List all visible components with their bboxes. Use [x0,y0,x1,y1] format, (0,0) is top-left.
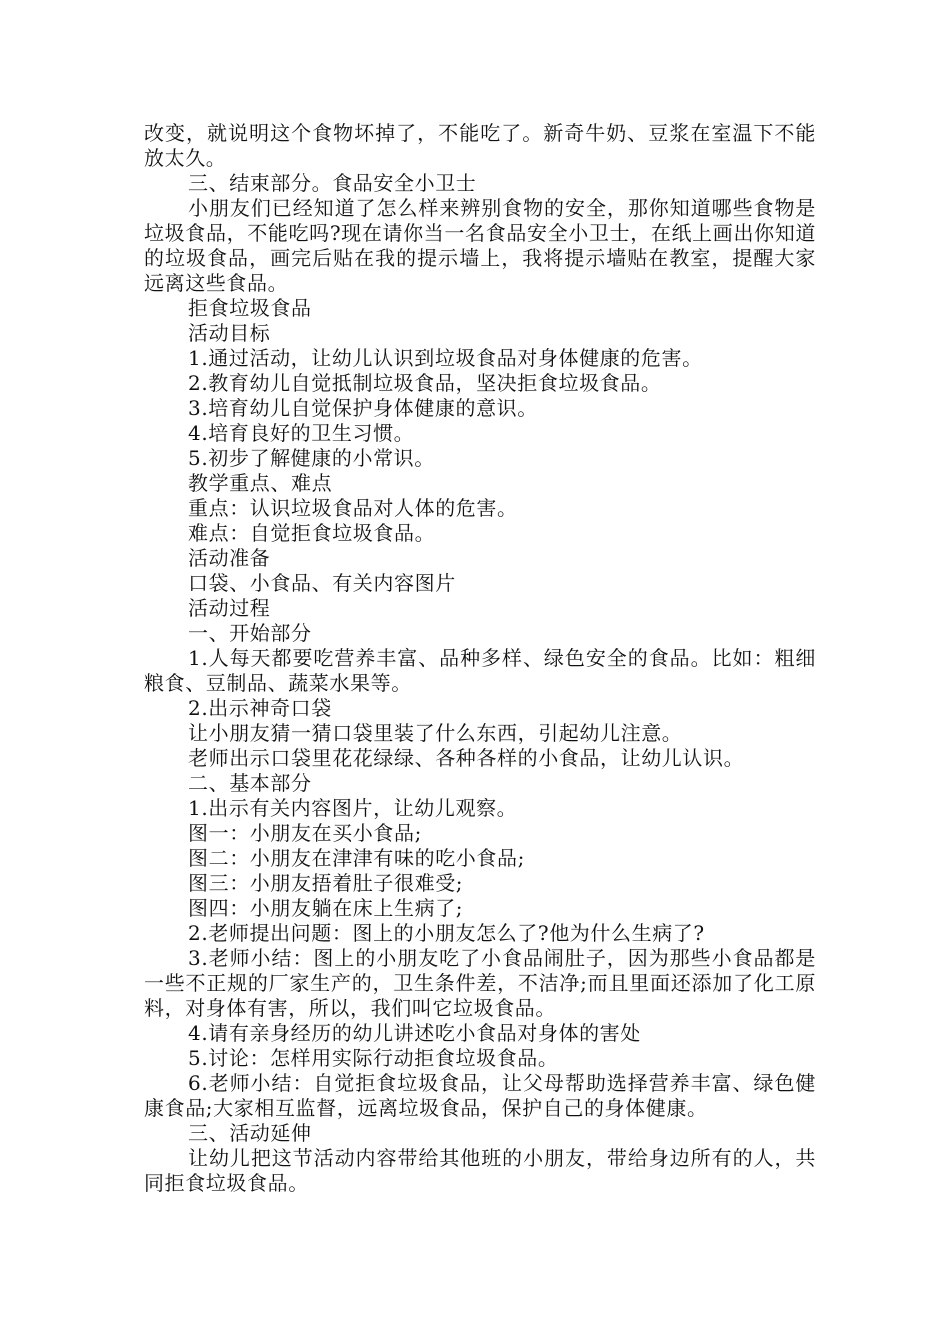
paragraph: 小朋友们已经知道了怎么样来辨别食物的安全，那你知道哪些食物是垃圾食品，不能吃吗?现在请你当一名食品安全小卫士，在纸上画出你知道的垃圾食品，画完后贴在我的提示墙上，我将提示墙贴在教室，提醒大家远离这些食品。 [144,196,816,295]
list-item: 1.通过活动，让幼儿认识到垃圾食品对身体健康的危害。 [188,346,703,370]
list-item: 图一：小朋友在买小食品; [188,821,422,845]
document-body [144,121,816,1196]
section-heading: 三、结束部分。食品安全小卫士 [188,171,477,195]
paragraph-continuation: 改变，就说明这个食物坏掉了，不能吃了。新奇牛奶、豆浆在室温下不能放太久。 [144,121,816,170]
list-item: 4.培育良好的卫生习惯。 [188,421,415,445]
section-heading: 一、开始部分 [188,621,312,645]
list-item: 4.请有亲身经历的幼儿讲述吃小食品对身体的害处 [188,1021,641,1045]
section-heading: 二、基本部分 [188,771,312,795]
list-item: 2.教育幼儿自觉抵制垃圾食品，坚决拒食垃圾食品。 [188,371,662,395]
list-item: 1.人每天都要吃营养丰富、品种多样、绿色安全的食品。比如：粗细粮食、豆制品、蔬菜水果等。 [144,646,816,695]
list-item: 图四：小朋友躺在床上生病了; [188,896,464,920]
list-item: 5.讨论：怎样用实际行动拒食垃圾食品。 [188,1046,559,1070]
section-heading: 三、活动延伸 [188,1121,312,1145]
list-item: 3.老师小结：图上的小朋友吃了小食品闹肚子，因为那些小食品都是一些不正规的厂家生产的，卫生条件差，不洁净;而且里面还添加了化工原料，对身体有害，所以，我们叫它垃圾食品。 [144,946,816,1020]
list-item: 5.初步了解健康的小常识。 [188,446,435,470]
paragraph: 口袋、小食品、有关内容图片 [188,571,456,595]
list-item: 3.培育幼儿自觉保护身体健康的意识。 [188,396,538,420]
list-item: 图三：小朋友捂着肚子很难受; [188,871,464,895]
paragraph: 让幼儿把这节活动内容带给其他班的小朋友，带给身边所有的人，共同拒食垃圾食品。 [144,1146,816,1195]
list-item: 图二：小朋友在津津有味的吃小食品; [188,846,525,870]
list-item: 2.老师提出问题：图上的小朋友怎么了?他为什么生病了? [188,921,705,945]
section-heading: 活动目标 [188,321,271,345]
section-heading: 活动过程 [188,596,271,620]
paragraph: 难点：自觉拒食垃圾食品。 [188,521,436,545]
list-item: 2.出示神奇口袋 [188,696,332,720]
paragraph: 重点：认识垃圾食品对人体的危害。 [188,496,518,520]
section-heading: 教学重点、难点 [188,471,333,495]
paragraph: 老师出示口袋里花花绿绿、各种各样的小食品，让幼儿认识。 [188,746,745,770]
paragraph: 让小朋友猜一猜口袋里装了什么东西，引起幼儿注意。 [188,721,683,745]
list-item: 6.老师小结：自觉拒食垃圾食品，让父母帮助选择营养丰富、绿色健康食品;大家相互监督，远离垃圾食品，保护自己的身体健康。 [144,1071,816,1120]
list-item: 1.出示有关内容图片，让幼儿观察。 [188,796,518,820]
section-heading: 活动准备 [188,546,271,570]
lesson-title: 拒食垃圾食品 [188,296,312,320]
